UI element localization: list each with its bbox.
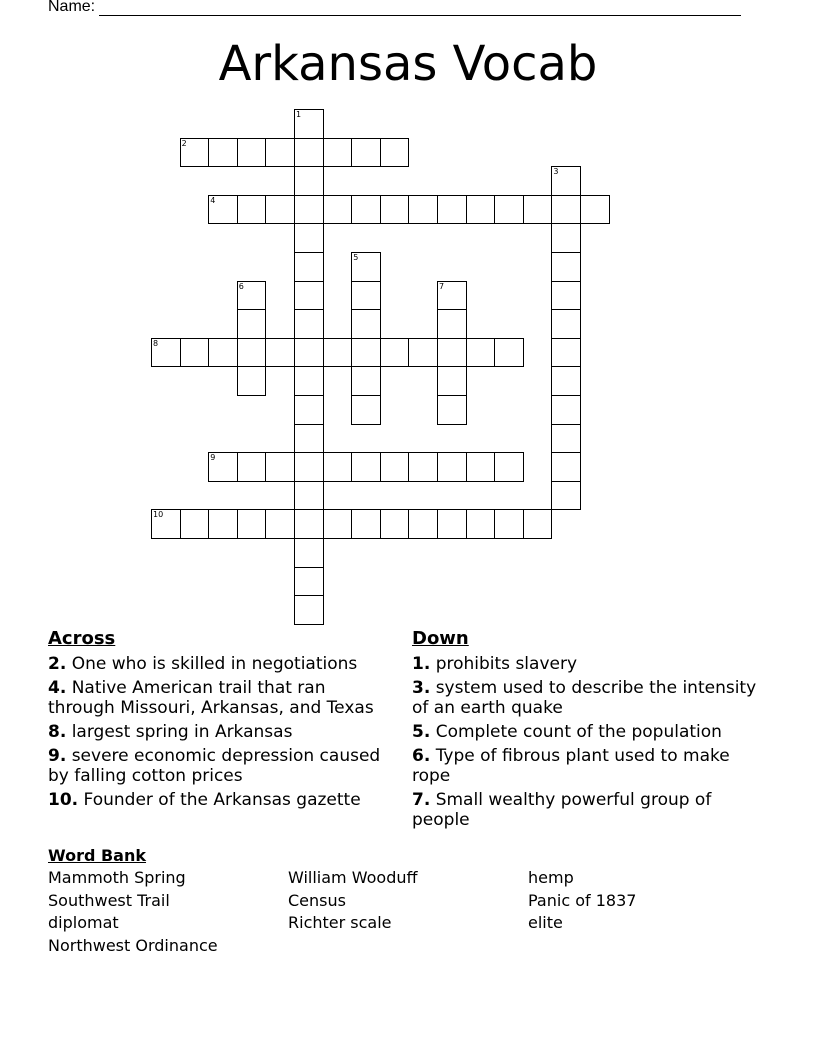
crossword-cell[interactable] — [294, 138, 324, 168]
crossword-cell[interactable] — [323, 452, 353, 482]
word-bank-item: Richter scale — [288, 913, 392, 932]
crossword-cell[interactable] — [351, 195, 381, 225]
crossword-cell[interactable] — [323, 338, 353, 368]
crossword-cell[interactable] — [294, 366, 324, 396]
crossword-cell[interactable] — [523, 509, 553, 539]
crossword-cell[interactable] — [551, 223, 581, 253]
crossword-cell[interactable] — [237, 281, 267, 311]
across-clue — [48, 678, 393, 718]
crossword-cell[interactable] — [494, 452, 524, 482]
crossword-cell[interactable] — [551, 481, 581, 511]
clue-num: 4. — [48, 678, 67, 698]
crossword-cell[interactable] — [294, 595, 324, 625]
crossword-cell[interactable] — [437, 338, 467, 368]
clue-text: system used to describe the intensity of an earth quake — [412, 678, 757, 718]
crossword-cell[interactable] — [208, 452, 238, 482]
crossword-cell[interactable] — [551, 424, 581, 454]
crossword-cell[interactable] — [494, 195, 524, 225]
clue-text: One who is skilled in negotiations — [66, 654, 358, 674]
crossword-cell[interactable] — [408, 509, 438, 539]
crossword-cell[interactable] — [237, 366, 267, 396]
down-clues — [412, 628, 762, 834]
crossword-cell[interactable] — [265, 509, 295, 539]
down-clue — [412, 654, 762, 674]
down-clue — [412, 678, 762, 718]
clue-text: Founder of the Arkansas gazette — [78, 790, 361, 810]
crossword-cell[interactable] — [551, 366, 581, 396]
crossword-cell[interactable] — [494, 509, 524, 539]
crossword-cell[interactable] — [380, 195, 410, 225]
clue-number: 10 — [153, 510, 164, 520]
clue-num: 5. — [412, 722, 431, 742]
crossword-cell[interactable] — [180, 138, 210, 168]
crossword-cell[interactable] — [466, 195, 496, 225]
clue-text: Small wealthy powerful group of people — [412, 790, 712, 830]
crossword-cell[interactable] — [466, 509, 496, 539]
crossword-cell[interactable] — [551, 195, 581, 225]
crossword-cell[interactable] — [208, 338, 238, 368]
clue-number: 4 — [210, 195, 216, 205]
crossword-cell[interactable] — [208, 138, 238, 168]
crossword-cell[interactable] — [180, 338, 210, 368]
word-bank-item: William Wooduff — [288, 868, 418, 887]
clue-text: largest spring in Arkansas — [66, 722, 293, 742]
across-clue — [48, 790, 393, 810]
clue-number: 5 — [353, 253, 359, 262]
crossword-cell[interactable] — [265, 138, 295, 168]
crossword-cell[interactable] — [380, 509, 410, 539]
down-clue — [412, 746, 762, 786]
crossword-cell[interactable] — [294, 195, 324, 225]
crossword-cell[interactable] — [237, 309, 267, 339]
crossword-cell[interactable] — [294, 424, 324, 454]
crossword-cell[interactable] — [294, 338, 324, 368]
crossword-cell[interactable] — [437, 309, 467, 339]
crossword-cell[interactable] — [580, 195, 610, 225]
clue-text: prohibits slavery — [430, 654, 578, 674]
crossword-cell[interactable] — [551, 281, 581, 311]
clue-num: 10. — [48, 790, 79, 810]
word-bank — [48, 845, 768, 967]
clue-num: 6. — [412, 746, 431, 766]
crossword-cell[interactable] — [151, 509, 181, 539]
word-bank-heading: Word Bank — [48, 846, 147, 865]
crossword-cell[interactable] — [180, 509, 210, 539]
crossword-cell[interactable] — [437, 509, 467, 539]
down-clue — [412, 790, 762, 830]
crossword-cell[interactable] — [437, 452, 467, 482]
clue-num: 9. — [48, 746, 67, 766]
crossword-cell[interactable] — [294, 281, 324, 311]
crossword-cell[interactable] — [294, 481, 324, 511]
crossword-cell[interactable] — [551, 252, 581, 282]
crossword-cell[interactable] — [351, 366, 381, 396]
crossword-cell[interactable] — [408, 195, 438, 225]
crossword-cell[interactable] — [551, 309, 581, 339]
crossword-cell[interactable] — [351, 452, 381, 482]
clue-number: 2 — [181, 138, 187, 148]
clue-number: 3 — [553, 167, 559, 177]
crossword-cell[interactable] — [208, 509, 238, 539]
crossword-cell[interactable] — [294, 452, 324, 482]
crossword-cell[interactable] — [380, 138, 410, 168]
crossword-cell[interactable] — [265, 452, 295, 482]
crossword-cell[interactable] — [351, 309, 381, 339]
across-clues — [48, 628, 393, 814]
crossword-cell[interactable] — [437, 281, 467, 311]
word-bank-item: Panic of 1837 — [528, 890, 637, 910]
crossword-cell[interactable] — [265, 195, 295, 225]
crossword-cell[interactable] — [265, 338, 295, 368]
across-clue — [48, 746, 393, 786]
crossword-cell[interactable] — [323, 138, 353, 168]
crossword-cell[interactable] — [351, 252, 381, 282]
across-clue — [48, 722, 393, 742]
crossword-cell[interactable] — [237, 509, 267, 539]
crossword-cell[interactable] — [437, 366, 467, 396]
crossword-cell[interactable] — [237, 138, 267, 168]
clue-number: 1 — [296, 110, 302, 119]
clue-num: 1. — [412, 654, 431, 674]
crossword-cell[interactable] — [551, 452, 581, 482]
crossword-cell[interactable] — [294, 309, 324, 339]
clue-num: 7. — [412, 790, 431, 810]
down-heading: Down — [412, 628, 469, 649]
crossword-cell[interactable] — [323, 195, 353, 225]
clue-number: 7 — [439, 281, 445, 291]
crossword-cell[interactable] — [294, 567, 324, 597]
crossword-cell[interactable] — [351, 338, 381, 368]
name-label: Name: — [48, 0, 96, 15]
word-bank-item: Mammoth Spring — [48, 868, 186, 887]
across-clue — [48, 654, 393, 674]
clue-number: 6 — [238, 281, 244, 291]
crossword-cell[interactable] — [408, 452, 438, 482]
crossword-cell[interactable] — [294, 223, 324, 253]
clue-text: Native American trail that ran through Missouri, Arkansas, and Texas — [48, 678, 374, 718]
page-title: Arkansas Vocab — [218, 36, 598, 92]
crossword-cell[interactable] — [351, 509, 381, 539]
crossword-cell[interactable] — [437, 395, 467, 425]
clue-num: 3. — [412, 678, 431, 698]
crossword-cell[interactable] — [523, 195, 553, 225]
crossword-cell[interactable] — [237, 452, 267, 482]
crossword-cell[interactable] — [408, 338, 438, 368]
crossword-cell[interactable] — [380, 338, 410, 368]
word-bank-item: diplomat — [48, 913, 119, 932]
clue-text: Type of fibrous plant used to make rope — [412, 746, 730, 786]
crossword-cell[interactable] — [323, 509, 353, 539]
clue-num: 2. — [48, 654, 67, 674]
crossword-cell[interactable] — [237, 195, 267, 225]
clue-num: 8. — [48, 722, 67, 742]
across-heading: Across — [48, 628, 116, 649]
crossword-cell[interactable] — [466, 338, 496, 368]
crossword-cell[interactable] — [237, 338, 267, 368]
crossword-cell[interactable] — [351, 395, 381, 425]
crossword-cell[interactable] — [380, 452, 410, 482]
crossword-cell[interactable] — [351, 138, 381, 168]
word-bank-item: elite — [528, 913, 563, 932]
down-clue — [412, 722, 762, 742]
word-bank-item: Southwest Trail — [48, 890, 170, 910]
crossword-cell[interactable] — [551, 338, 581, 368]
crossword-cell[interactable] — [294, 538, 324, 568]
crossword-cell[interactable] — [351, 281, 381, 311]
crossword-cell[interactable] — [151, 338, 181, 368]
crossword-cell[interactable] — [294, 252, 324, 282]
crossword-cell[interactable] — [208, 195, 238, 225]
crossword-cell[interactable] — [294, 395, 324, 425]
word-bank-item: Census — [288, 890, 346, 910]
clue-number: 8 — [153, 338, 159, 348]
clue-number: 9 — [210, 453, 216, 463]
crossword-cell[interactable] — [294, 166, 324, 196]
crossword-cell[interactable] — [551, 166, 581, 196]
word-bank-item: hemp — [528, 868, 574, 887]
word-bank-item: Northwest Ordinance — [48, 935, 218, 955]
crossword-cell[interactable] — [437, 195, 467, 225]
crossword-cell[interactable] — [466, 452, 496, 482]
crossword-cell[interactable] — [551, 395, 581, 425]
clue-text: Complete count of the population — [430, 722, 722, 742]
crossword-cell[interactable] — [294, 109, 324, 139]
crossword-cell[interactable] — [494, 338, 524, 368]
clue-text: severe economic depression caused by falling cotton prices — [48, 746, 381, 786]
crossword-cell[interactable] — [294, 509, 324, 539]
